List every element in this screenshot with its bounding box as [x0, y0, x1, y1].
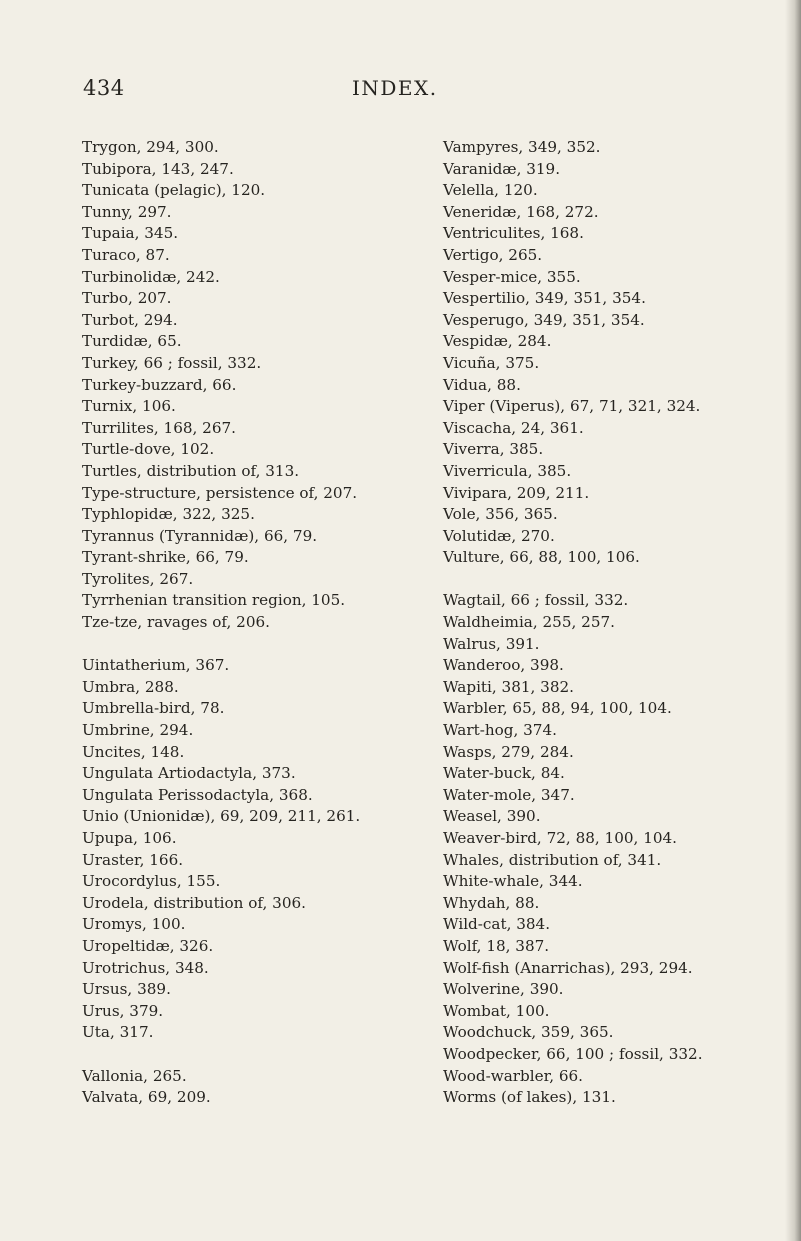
- page-number: 434: [83, 76, 125, 100]
- index-entry: Vallonia, 265.: [82, 1066, 187, 1085]
- index-entry: Typhlopidæ, 322, 325.: [82, 505, 255, 524]
- index-entry: Vespidæ, 284.: [443, 332, 552, 351]
- index-entry: Turbo, 207.: [82, 289, 172, 308]
- index-entry: Ungulata Perissodactyla, 368.: [82, 785, 313, 804]
- index-entry: Weasel, 390.: [443, 807, 541, 826]
- index-entry: Wood-warbler, 66.: [443, 1066, 584, 1085]
- index-entry: Tyrannus (Tyrannidæ), 66, 79.: [82, 526, 318, 545]
- index-entry: Wart-hog, 374.: [443, 721, 557, 740]
- index-entry: Wagtail, 66 ; fossil, 332.: [443, 591, 629, 610]
- index-entry: Tze-tze, ravages of, 206.: [82, 613, 270, 632]
- index-entry: Vampyres, 349, 352.: [443, 138, 601, 156]
- index-entry: Tyrant-shrike, 66, 79.: [82, 548, 249, 567]
- index-column-right: [443, 137, 795, 1109]
- letter-group-gap: [82, 1044, 412, 1066]
- index-entry: Warbler, 65, 88, 94, 100, 104.: [443, 699, 672, 718]
- letter-group-gap: [82, 634, 412, 656]
- index-entry: Wolf-fish (Anarrichas), 293, 294.: [443, 958, 693, 977]
- index-entry: Uintatherium, 367.: [82, 656, 230, 675]
- index-entry: Turdidæ, 65.: [82, 332, 182, 351]
- index-entry: Umbrine, 294.: [82, 721, 194, 740]
- index-entry: Turbinolidæ, 242.: [82, 267, 220, 286]
- index-entry: Whydah, 88.: [443, 893, 540, 912]
- index-entry: Upupa, 106.: [82, 829, 177, 847]
- index-entry: Wild-cat, 384.: [443, 915, 551, 934]
- index-entry: Trygon, 294, 300.: [82, 138, 219, 156]
- index-entry: Turtles, distribution of, 313.: [82, 461, 300, 480]
- index-entry: Ungulata Artiodactyla, 373.: [82, 764, 296, 783]
- index-entry: Vespertilio, 349, 351, 354.: [443, 289, 646, 308]
- index-entry: Ventriculites, 168.: [443, 224, 584, 243]
- index-entry: Turaco, 87.: [82, 245, 170, 264]
- index-entry: Water-mole, 347.: [443, 785, 575, 804]
- page-header: [0, 76, 801, 106]
- index-entry: Walrus, 391.: [443, 634, 540, 653]
- index-entry: Tubipora, 143, 247.: [82, 159, 234, 178]
- index-entry: Turbot, 294.: [82, 310, 178, 329]
- index-entry: Weaver-bird, 72, 88, 100, 104.: [443, 829, 678, 847]
- index-entry: Tunny, 297.: [82, 202, 172, 221]
- index-entry: Urodela, distribution of, 306.: [82, 893, 306, 912]
- index-entry: Viverra, 385.: [443, 440, 544, 459]
- index-entry: Vole, 356, 365.: [443, 505, 558, 524]
- index-entry: Turrilites, 168, 267.: [82, 418, 237, 437]
- index-entry: Uropeltidæ, 326.: [82, 936, 214, 955]
- index-entry: Tunicata (pelagic), 120.: [82, 181, 266, 200]
- index-entry: Waldheimia, 255, 257.: [443, 613, 615, 632]
- index-entry: Uncites, 148.: [82, 742, 185, 761]
- index-entry: Whales, distribution of, 341.: [443, 850, 662, 869]
- index-entry: Volutidæ, 270.: [443, 526, 555, 545]
- index-entry: Turkey, 66 ; fossil, 332.: [82, 353, 262, 372]
- index-entry: Wolverine, 390.: [443, 980, 564, 999]
- page-edge-shadow: [785, 0, 801, 1241]
- index-entry: Unio (Unionidæ), 69, 209, 211, 261.: [82, 807, 361, 826]
- index-entry: Urotrichus, 348.: [82, 958, 209, 977]
- index-entry: Varanidæ, 319.: [443, 159, 561, 178]
- index-entry: Veneridæ, 168, 272.: [443, 202, 599, 221]
- index-entry: Vertigo, 265.: [443, 245, 543, 264]
- index-entry: Wapiti, 381, 382.: [443, 677, 574, 696]
- index-entry: Tyrrhenian transition region, 105.: [82, 591, 346, 610]
- index-entry: Urus, 379.: [82, 1001, 164, 1020]
- index-entry: Turkey-buzzard, 66.: [82, 375, 237, 394]
- index-entry: Uta, 317.: [82, 1023, 154, 1042]
- index-entry: Wasps, 279, 284.: [443, 742, 574, 761]
- index-entry: Uromys, 100.: [82, 915, 186, 934]
- index-entry: Vesper-mice, 355.: [443, 267, 581, 286]
- index-entry: Tupaia, 345.: [82, 224, 179, 243]
- index-entry: Tyrolites, 267.: [82, 569, 194, 588]
- index-entry: Woodchuck, 359, 365.: [443, 1023, 614, 1042]
- index-entry: Viscacha, 24, 361.: [443, 418, 584, 437]
- index-entry: Woodpecker, 66, 100 ; fossil, 332.: [443, 1044, 703, 1063]
- index-entry: Umbrella-bird, 78.: [82, 699, 225, 718]
- index-entry: Turnix, 106.: [82, 397, 176, 416]
- index-entry: Wombat, 100.: [443, 1001, 550, 1020]
- index-entry: Worms (of lakes), 131.: [443, 1088, 616, 1107]
- index-column-left: [82, 137, 412, 1109]
- index-entry: White-whale, 344.: [443, 872, 583, 891]
- index-entry: Vulture, 66, 88, 100, 106.: [443, 548, 640, 567]
- index-entry: Umbra, 288.: [82, 677, 179, 696]
- index-entry: Urocordylus, 155.: [82, 872, 221, 891]
- index-entry: Valvata, 69, 209.: [82, 1088, 211, 1107]
- index-entry: Viper (Viperus), 67, 71, 321, 324.: [443, 397, 701, 416]
- running-head: INDEX.: [352, 76, 438, 100]
- index-entry: Viverricula, 385.: [443, 461, 572, 480]
- index-entry: Vesperugo, 349, 351, 354.: [443, 310, 645, 329]
- index-entry: Velella, 120.: [443, 181, 538, 200]
- index-entry: Uraster, 166.: [82, 850, 184, 869]
- index-entry: Water-buck, 84.: [443, 764, 565, 783]
- index-entry: Vidua, 88.: [443, 375, 521, 394]
- index-entry: Vicuña, 375.: [443, 353, 540, 372]
- index-entry: Vivipara, 209, 211.: [443, 483, 590, 502]
- index-entry: Wolf, 18, 387.: [443, 936, 550, 955]
- index-entry: Type-structure, persistence of, 207.: [82, 483, 358, 502]
- index-entry: Ursus, 389.: [82, 980, 171, 999]
- letter-group-gap: [443, 569, 795, 591]
- index-entry: Turtle-dove, 102.: [82, 440, 215, 459]
- index-entry: Wanderoo, 398.: [443, 656, 564, 675]
